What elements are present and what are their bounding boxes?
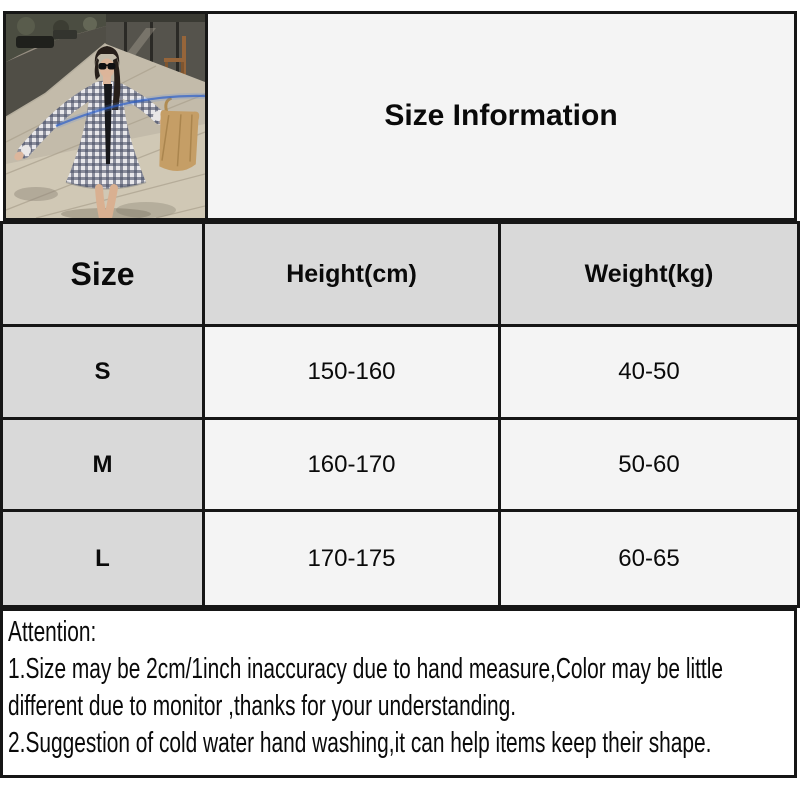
column-header-weight: Weight(kg)	[501, 224, 797, 324]
attention-text	[3, 611, 797, 762]
attention-box	[0, 608, 797, 778]
attention-line-2: different due to monitor ,thanks for your understanding.	[8, 690, 517, 722]
row-l-height: 170-175	[205, 512, 498, 605]
row-m-weight: 50-60	[501, 420, 797, 509]
product-photo-illustration	[6, 14, 205, 218]
row-s-height: 150-160	[205, 327, 498, 417]
row-s-weight: 40-50	[501, 327, 797, 417]
row-l-size-label: L	[3, 512, 202, 605]
column-header-size: Size	[3, 224, 202, 324]
row-m-size-label: M	[3, 420, 202, 509]
page-title: Size Information	[384, 99, 618, 132]
product-photo	[6, 14, 208, 218]
header-section	[3, 11, 797, 221]
attention-line-1: 1.Size may be 2cm/1inch inaccuracy due to hand measure,Color may be little	[8, 653, 723, 685]
row-s-size-label: S	[3, 327, 202, 417]
attention-line-3: 2.Suggestion of cold water hand washing,it can help items keep their shape.	[8, 727, 712, 759]
row-m-height: 160-170	[205, 420, 498, 509]
size-table	[0, 221, 800, 608]
column-header-height: Height(cm)	[205, 224, 498, 324]
row-l-weight: 60-65	[501, 512, 797, 605]
title-cell	[208, 14, 794, 218]
attention-heading: Attention:	[8, 616, 97, 648]
